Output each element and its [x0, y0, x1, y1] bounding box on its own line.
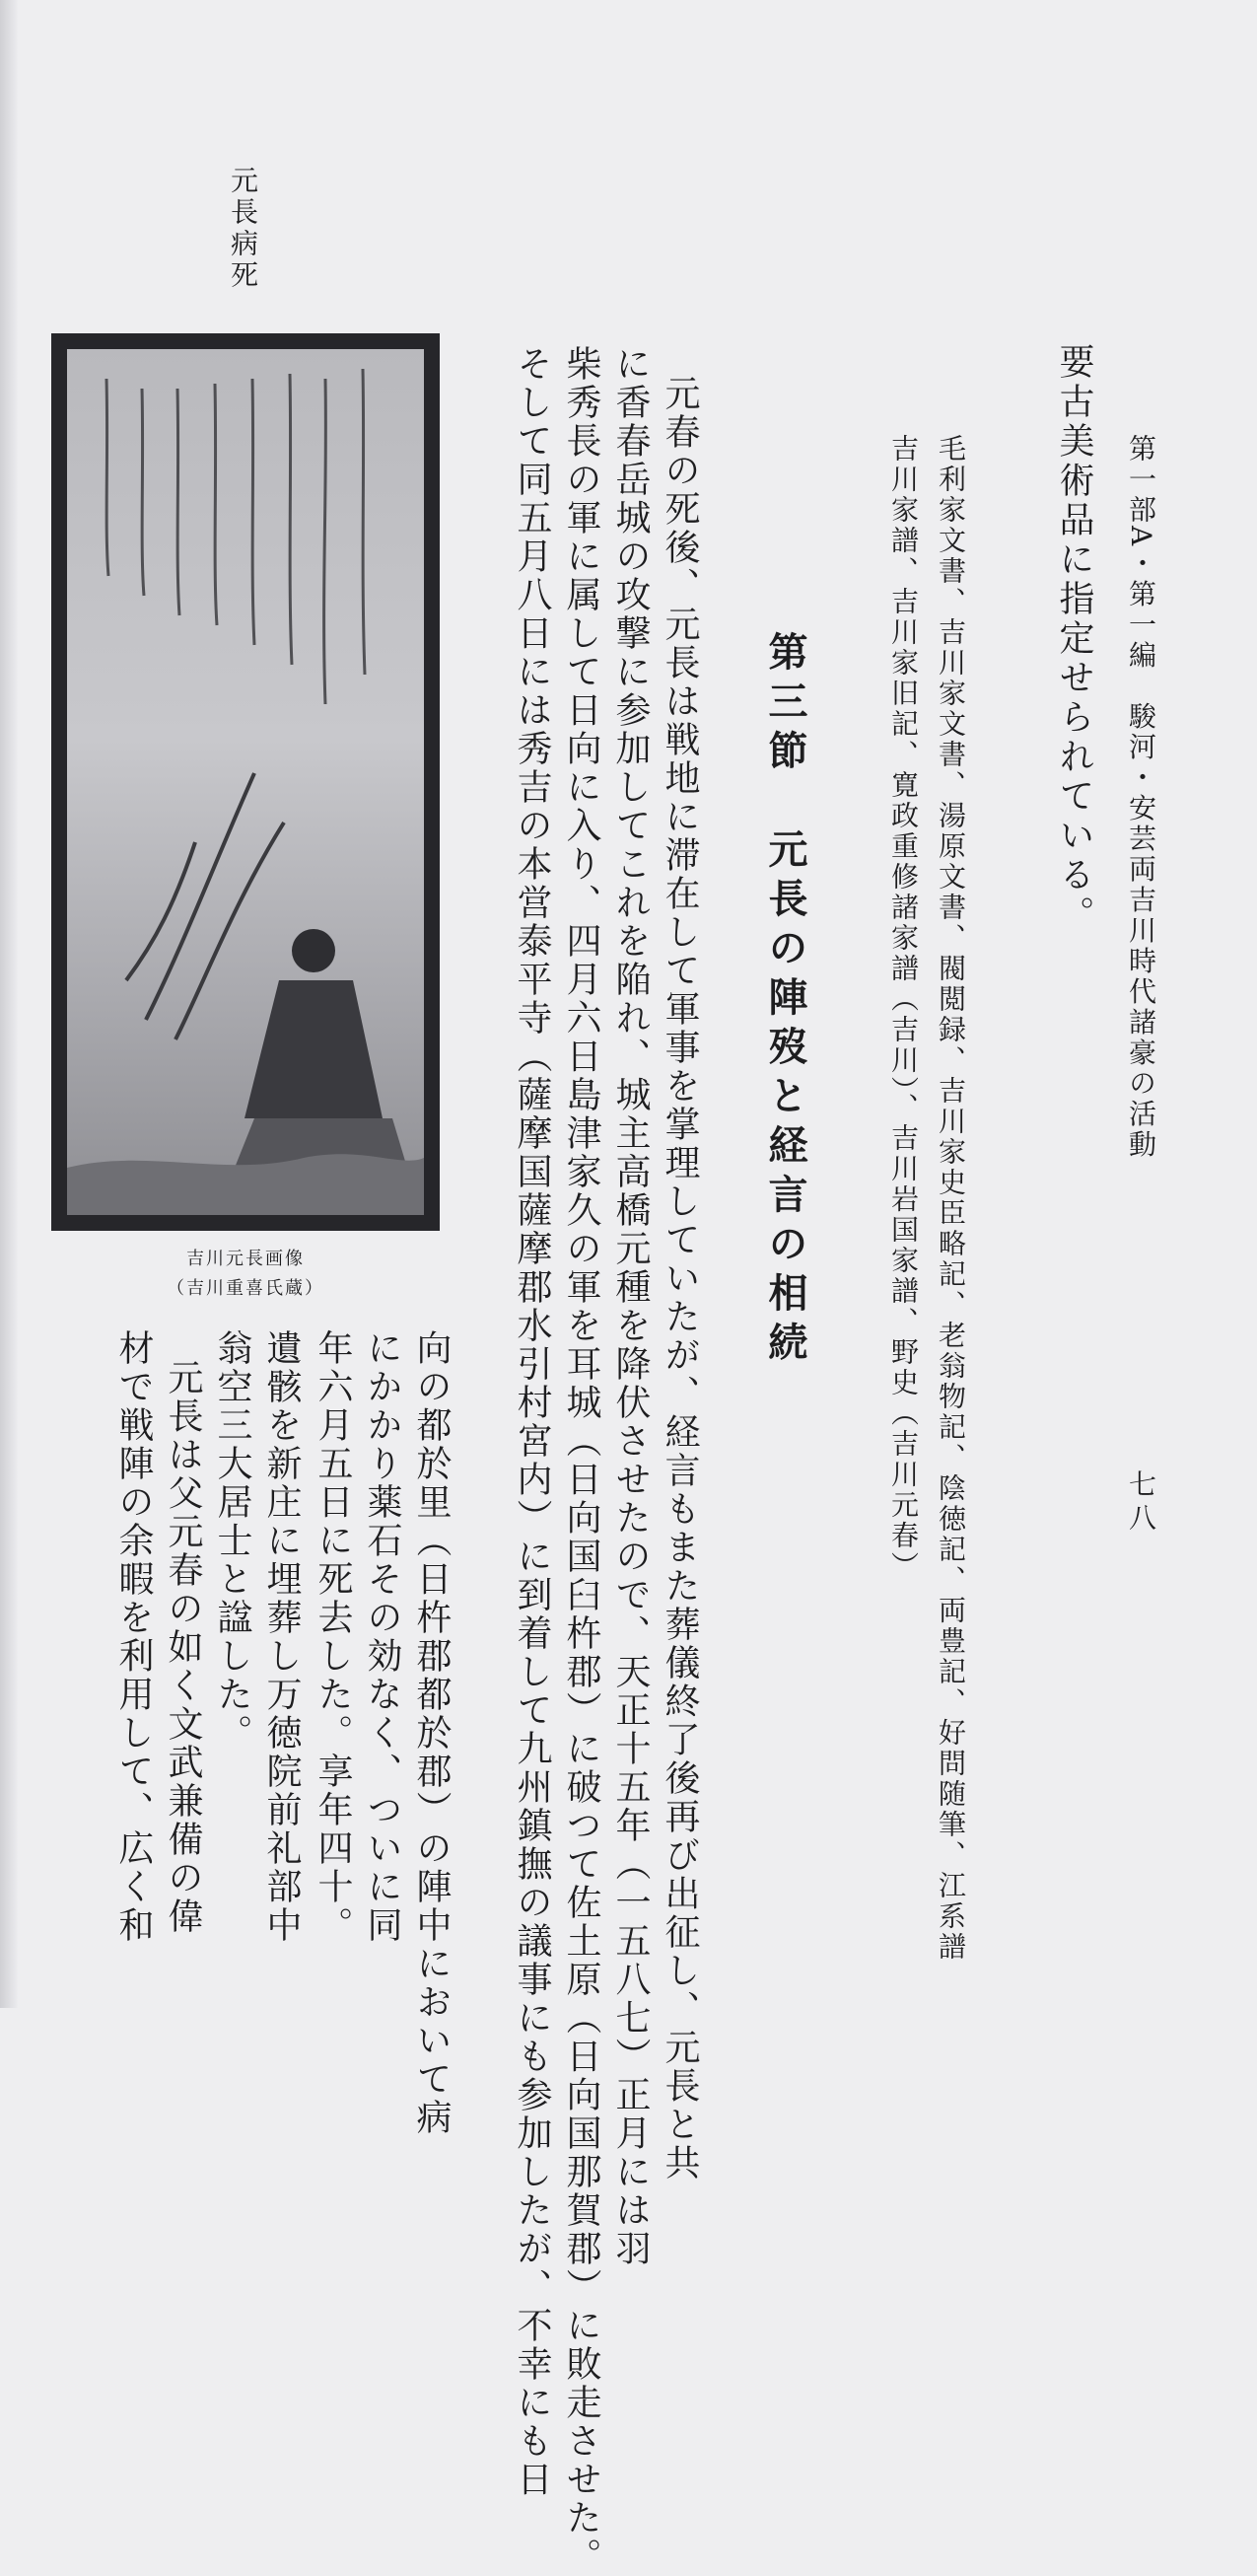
body-line: 元春の死後、元長は戦地に滞在して軍事を掌理していたが、経言もまた葬儀終了後再び出征し、元長と共 [660, 375, 700, 2182]
margin-note: 元長病死 [227, 166, 259, 292]
body-line: そして同五月八日には秀吉の本営泰平寺（薩摩国薩摩郡水引村宮内）に到着して九州鎮撫の議事にも参加したが、不幸にも日 [512, 345, 552, 2499]
body-line: 元長は父元春の如く文武兼備の偉 [163, 1359, 203, 1936]
body-line: 材で戦陣の余暇を利用して、広く和 [113, 1329, 154, 1945]
body-line: に香春岳城の攻撃に参加してこれを陥れ、城主高橋元種を降伏させたので、天正十五年（一五八七）正月には羽 [610, 345, 651, 2268]
figure-credit: （吉川重喜氏蔵） [167, 1278, 324, 1299]
body-line: 翁空三大居士と諡した。 [212, 1329, 252, 1753]
designation-line: 要古美術品に指定せられている。 [1054, 343, 1094, 935]
page-number: 七八 [1125, 1469, 1157, 1537]
body-line: 柴秀長の軍に属して日向に入り、四月六日島津家久の軍を耳城（日向国臼杵郡）に破つて佐土原（日向国那賀郡）に敗走させた。 [561, 345, 601, 2576]
page-edge [0, 0, 18, 2008]
source-list-line: 毛利家文書、吉川家文書、湯原文書、閥閲録、吉川家史臣略記、老翁物記、陰徳記、両豊記、好問随筆、江系譜 [935, 434, 967, 1963]
section-title: 第三節 元長の陣歿と経言の相続 [762, 631, 808, 1371]
body-line: にかかり薬石その効なく、ついに同 [362, 1329, 402, 1945]
running-header: 第一部A・第一編 駿河・安芸両吉川時代諸豪の活動 [1125, 434, 1157, 1161]
figure-caption: 吉川元長画像 [186, 1249, 305, 1269]
body-line: 年六月五日に死去した。享年四十。 [313, 1329, 353, 1945]
body-line: 遺骸を新庄に埋葬し万徳院前礼部中 [261, 1329, 302, 1945]
body-line: 向の都於里（日杵郡都於郡）の陣中において病 [411, 1329, 452, 2137]
source-list-line: 吉川家譜、吉川家旧記、寛政重修諸家譜（吉川）、吉川岩国家譜、野史（吉川元春） [887, 434, 920, 1582]
portrait-image [51, 333, 440, 1231]
